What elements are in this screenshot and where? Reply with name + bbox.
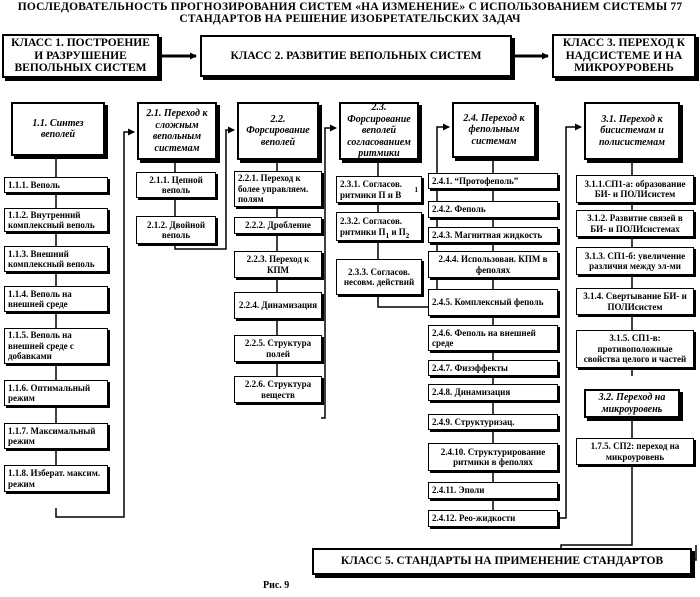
item-2-4-4: 2.4.4. Использован. КПМ в феполях xyxy=(428,251,558,278)
item-2-3-1-text: 2.3.1. Согласов. ритмики П и В xyxy=(340,179,403,200)
item-2-4-8: 2.4.8. Динамизация xyxy=(428,384,558,401)
figure-caption: Рис. 9 xyxy=(263,580,290,591)
item-2-3-2 xyxy=(336,212,422,241)
item-1-1-2: 1.1.2. Внутренний комплексный веполь xyxy=(4,208,108,232)
group-2-2: 2.2. Форсирование веполей xyxy=(237,102,319,160)
to-class5-link xyxy=(561,467,696,560)
item-2-4-10: 2.4.10. Структурирование ритмики в феполях xyxy=(428,443,558,471)
item-2-2-6: 2.2.6. Структура веществ xyxy=(234,376,322,403)
item-2-3-2-text-b: и П xyxy=(389,226,406,237)
item-2-4-3: 2.4.3. Магнитная жидкость xyxy=(428,227,558,243)
item-2-2-3: 2.2.3. Переход к КПМ xyxy=(234,251,322,278)
col3-to-col4-link xyxy=(321,128,336,418)
item-2-2-1: 2.2.1. Переход к более управляем. полям xyxy=(234,171,322,207)
item-2-4-9: 2.4.9. Структуризац. xyxy=(428,414,558,430)
item-2-2-4: 2.2.4. Динамизация xyxy=(234,292,322,319)
group-2-1: 2.1. Переход к сложным вепольным системам xyxy=(137,102,217,160)
item-3-1-4: 3.1.4. Свертывание БИ- и ПОЛИсистем xyxy=(576,288,694,315)
item-2-3-2-sub1: 1 xyxy=(385,231,390,240)
class3-box: КЛАСС 3. ПЕРЕХОД К НАДСИСТЕМЕ И НА МИКРОУРОВЕНЬ xyxy=(552,34,696,78)
item-3-1-3: 3.1.3. СП1-б: увеличение различия между эл-ми xyxy=(576,247,694,275)
group-2-4: 2.4. Переход к фепольным системам xyxy=(452,102,536,158)
item-2-4-11: 2.4.11. Эполи xyxy=(428,482,558,499)
group-2-3: 2.3. Форсирование веполей согласованием ритмики xyxy=(339,102,419,160)
item-3-1-5: 3.1.5. СП1-в: противоположные свойства целого и частей xyxy=(576,330,694,368)
item-1-1-7: 1.1.7. Максимальный режим xyxy=(4,423,108,449)
group-1-1: 1.1. Синтез веполей xyxy=(11,102,105,156)
item-1-1-1: 1.1.1. Веполь xyxy=(4,177,108,193)
item-2-2-2: 2.2.2. Дробление xyxy=(234,217,322,234)
item-2-3-2-sub2: 2 xyxy=(405,231,410,240)
item-3-1-2: 3.1.2. Развитие связей в БИ- и ПОЛИсистемах xyxy=(576,210,694,237)
item-2-4-6: 2.4.6. Феполь на внешней среде xyxy=(428,325,558,351)
item-2-4-12: 2.4.12. Рео-жидкости xyxy=(428,510,558,527)
item-1-7-5: 1.7.5. СП2: переход на микроуровень xyxy=(576,438,694,465)
item-2-3-1: 2.3.1. Согласов. ритмики П и В 1 xyxy=(336,176,422,203)
item-1-1-8: 1.1.8. Изберат. максим. режим xyxy=(4,465,108,492)
item-1-1-3: 1.1.3. Внешний комплексный веполь xyxy=(4,246,108,272)
item-2-4-5: 2.4.5. Комплексный феполь xyxy=(428,289,558,316)
item-1-1-5: 1.1.5. Веполь на внешней среде с добавками xyxy=(4,328,108,364)
group-3-1: 3.1. Переход к бисистемам и полисистемам xyxy=(584,102,680,160)
item-2-4-1: 2.4.1. “Протофеполь” xyxy=(428,173,558,189)
class1-box: КЛАСС 1. ПОСТРОЕНИЕ И РАЗРУШЕНИЕ ВЕПОЛЬНЫХ СИСТЕМ xyxy=(2,34,159,78)
item-2-2-5: 2.2.5. Структура полей xyxy=(234,335,322,362)
item-2-4-2: 2.4.2. Феполь xyxy=(428,201,558,218)
class5-box: КЛАСС 5. СТАНДАРТЫ НА ПРИМЕНЕНИЕ СТАНДАРТОВ xyxy=(312,548,692,575)
class2-box: КЛАСС 2. РАЗВИТИЕ ВЕПОЛЬНЫХ СИСТЕМ xyxy=(200,35,512,77)
item-2-3-2-text: 2.3.2. Согласов. ритмики П xyxy=(340,216,403,237)
item-2-3-3: 2.3.3. Согласов. несовм. действий xyxy=(336,259,422,295)
item-1-1-4: 1.1.4. Веполь на внешней среде xyxy=(4,286,108,312)
item-3-1-1: 3.1.1.СП1-а: образование БИ- и ПОЛИсистем xyxy=(576,175,694,203)
page-title: ПОСЛЕДОВАТЕЛЬНОСТЬ ПРОГНОЗИРОВАНИЯ СИСТЕМ «НА ИЗМЕНЕНИЕ» С ИСПОЛЬЗОВАНИЕМ СИСТЕМЫ 77 СТАНДАРТОВ НА РЕШЕНИЕ ИЗОБРЕТАТЕЛЬСКИХ ЗАДАЧ xyxy=(17,1,683,25)
item-2-4-7: 2.4.7. Физэффекты xyxy=(428,360,558,376)
group-3-2: 3.2. Переход на микроуровень xyxy=(584,389,680,418)
item-2-1-1: 2.1.1. Цепной веполь xyxy=(136,172,216,198)
item-2-1-2: 2.1.2. Двойной веполь xyxy=(136,216,216,244)
item-1-1-6: 1.1.6. Оптимальный режим xyxy=(4,380,108,406)
